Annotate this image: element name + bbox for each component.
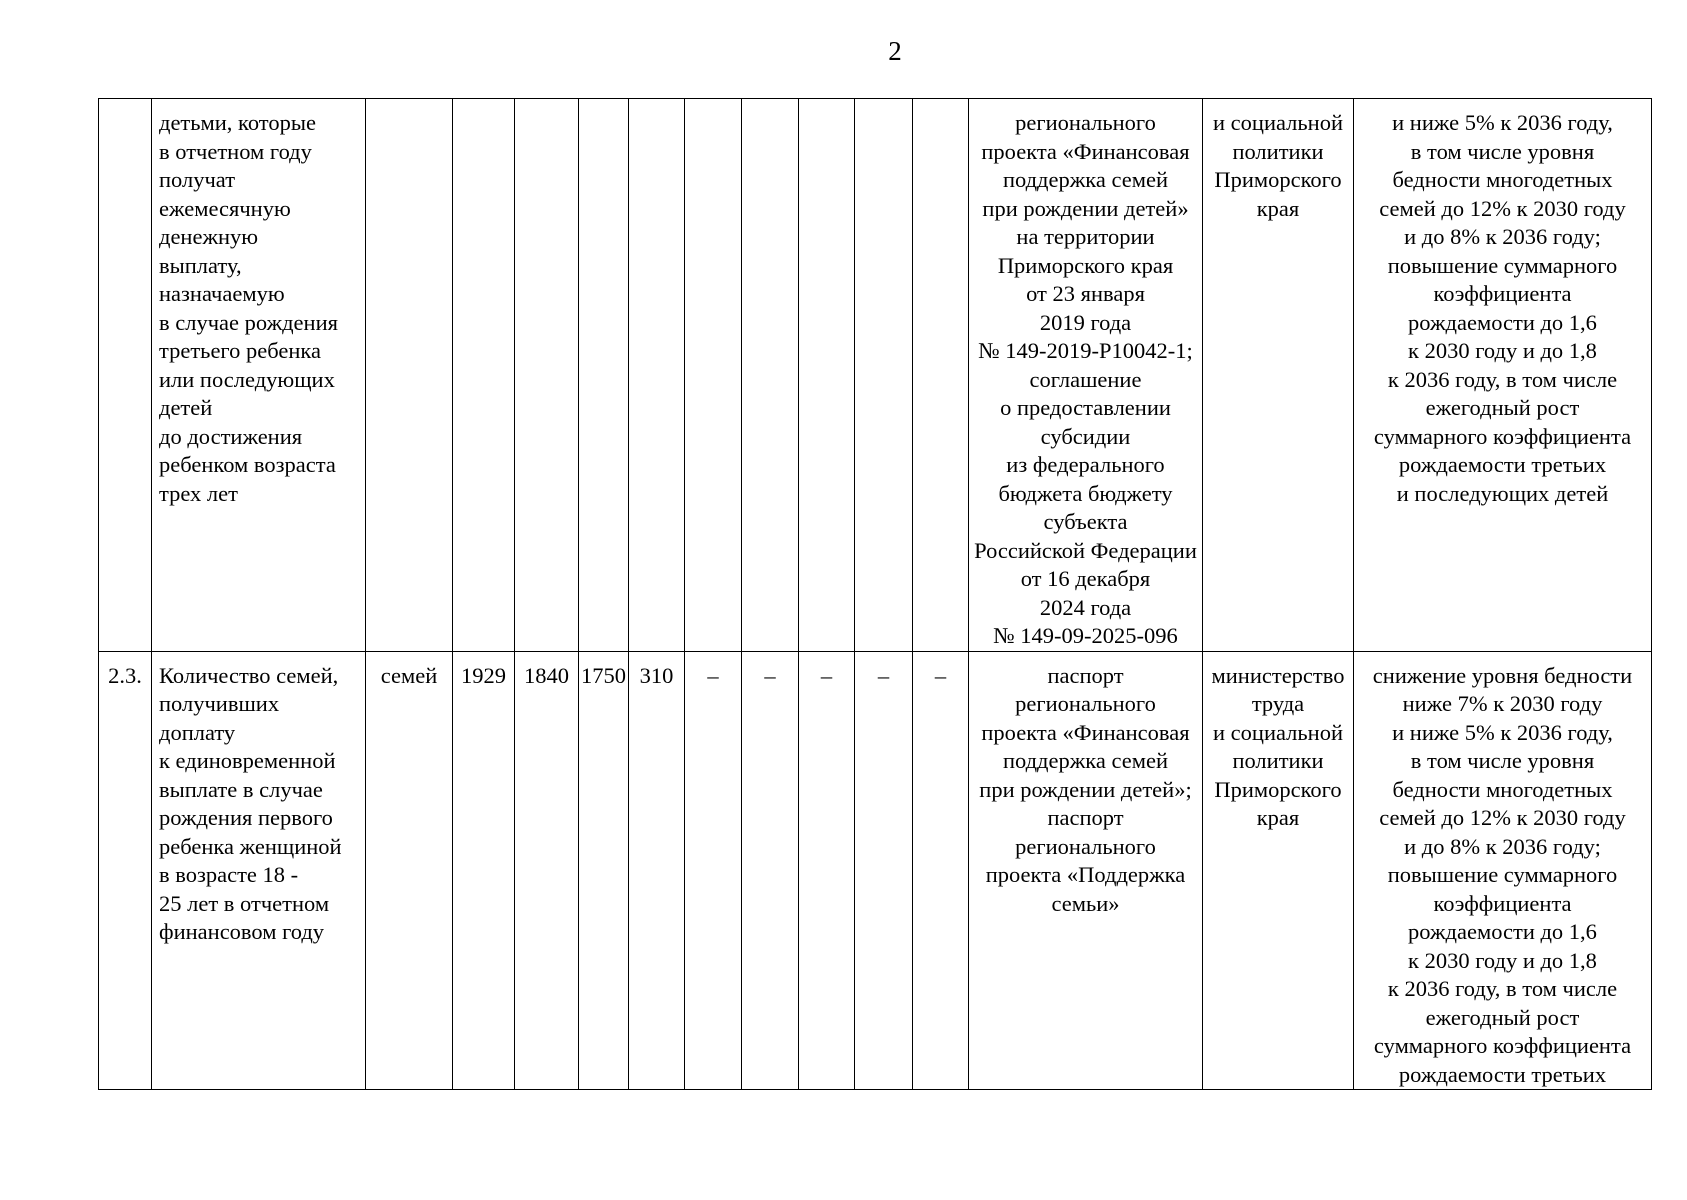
unit-cell bbox=[366, 99, 453, 652]
unit-cell: семей bbox=[366, 651, 453, 1090]
value-cell: – bbox=[799, 651, 855, 1090]
source-document-cell: паспорт регионального проекта «Финансовая поддержка семей при рождении детей»; паспорт регионального проекта «Поддержка семьи» bbox=[969, 651, 1203, 1090]
value-cell: 310 bbox=[629, 651, 685, 1090]
goal-cell: и ниже 5% к 2036 году, в том числе уровня бедности многодетных семей до 12% к 2030 году и до 8% к 2036 году; повышение суммарного коэффициента рождаемости до 1,6 к 2030 году и до 1,8 к 2036 году, в том числе ежегодный рост суммарного коэффициента рождаемости третьих и последующих детей bbox=[1354, 99, 1652, 652]
value-cell: – bbox=[855, 651, 913, 1090]
value-cell bbox=[855, 99, 913, 652]
row-number-cell bbox=[99, 99, 152, 652]
value-cell bbox=[685, 99, 742, 652]
value-cell bbox=[453, 99, 515, 652]
table-row bbox=[99, 99, 1652, 652]
source-document-cell: регионального проекта «Финансовая поддержка семей при рождении детей» на территории Приморского края от 23 января 2019 года № 149-2019-Р10042-1; соглашение о предоставлении субсидии из федерального бюджета бюджету субъекта Российской Федерации от 16 декабря 2024 года № 149-09-2025-096 bbox=[969, 99, 1203, 652]
page-number: 2 bbox=[888, 36, 902, 66]
value-cell: 1750 bbox=[579, 651, 629, 1090]
row-number-cell: 2.3. bbox=[99, 651, 152, 1090]
indicator-name-cell: детьми, которые в отчетном году получат ежемесячную денежную выплату, назначаемую в случае рождения третьего ребенка или последующих детей до достижения ребенком возраста трех лет bbox=[152, 99, 366, 652]
indicators-table bbox=[98, 98, 1652, 1090]
responsible-body-cell: министерство труда и социальной политики Приморского края bbox=[1203, 651, 1354, 1090]
value-cell bbox=[515, 99, 579, 652]
value-cell: – bbox=[913, 651, 969, 1090]
value-cell bbox=[913, 99, 969, 652]
value-cell: 1840 bbox=[515, 651, 579, 1090]
table-row bbox=[99, 651, 1652, 1090]
value-cell: – bbox=[742, 651, 799, 1090]
value-cell bbox=[742, 99, 799, 652]
indicator-name-cell: Количество семей, получивших доплату к единовременной выплате в случае рождения первого ребенка женщиной в возрасте 18 - 25 лет в отчетном финансовом году bbox=[152, 651, 366, 1090]
value-cell: – bbox=[685, 651, 742, 1090]
value-cell bbox=[579, 99, 629, 652]
responsible-body-cell: и социальной политики Приморского края bbox=[1203, 99, 1354, 652]
value-cell: 1929 bbox=[453, 651, 515, 1090]
value-cell bbox=[629, 99, 685, 652]
goal-cell: снижение уровня бедности ниже 7% к 2030 году и ниже 5% к 2036 году, в том числе уровня бедности многодетных семей до 12% к 2030 году и до 8% к 2036 году; повышение суммарного коэффициента рождаемости до 1,6 к 2030 году и до 1,8 к 2036 году, в том числе ежегодный рост суммарного коэффициента рождаемости третьих bbox=[1354, 651, 1652, 1090]
value-cell bbox=[799, 99, 855, 652]
